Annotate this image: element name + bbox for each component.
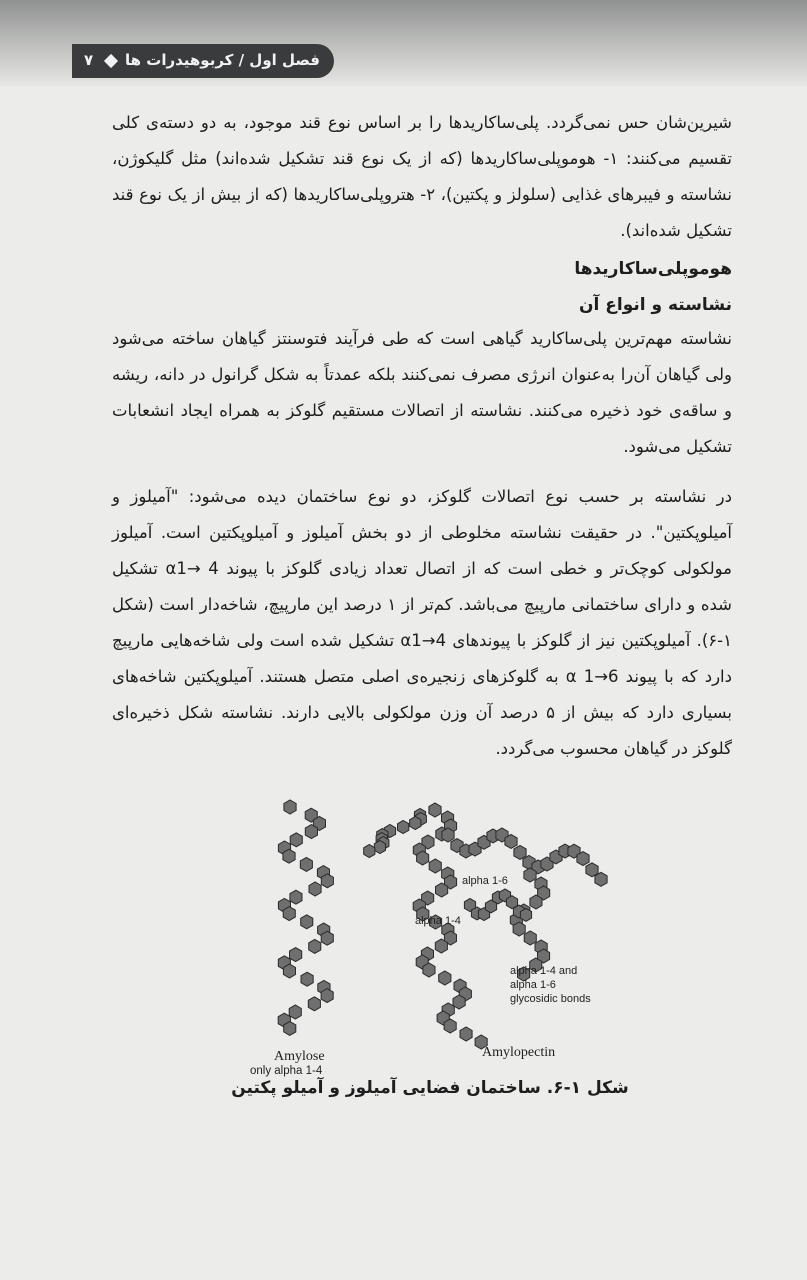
glucose-unit: [284, 1021, 296, 1035]
glucose-unit: [423, 963, 435, 977]
glucose-unit: [524, 868, 536, 882]
label-alpha-1-4: alpha 1-4: [415, 915, 461, 927]
glucose-unit: [577, 852, 589, 866]
amylopectin-label: Amylopectin: [482, 1045, 556, 1060]
amylose-sublabel: only alpha 1-4: [250, 1065, 323, 1077]
glucose-unit: [364, 845, 375, 858]
page-number: ۷: [84, 51, 94, 69]
glucose-unit: [301, 972, 313, 986]
glucose-unit: [290, 948, 302, 962]
glucose-unit: [305, 825, 317, 839]
chapter-title: فصل اول / کربوهیدرات ها: [125, 51, 320, 69]
glucose-unit: [595, 872, 607, 886]
starch-structure-figure: [230, 795, 650, 1085]
glucose-unit: [321, 931, 333, 945]
glucose-unit: [283, 907, 295, 921]
glucose-unit: [308, 997, 320, 1011]
amylose-label: Amylose: [274, 1049, 325, 1064]
label-alpha-1-6: alpha 1-6: [462, 875, 508, 887]
glucose-unit: [429, 859, 441, 873]
diamond-icon: [104, 54, 118, 68]
glucose-unit: [520, 908, 531, 921]
glucose-unit: [398, 821, 409, 834]
paragraph-amylose-amylopectin: در نشاسته بر حسب نوع اتصالات گلوکز، دو نوع ساختمان دیده می‌شود: "آمیلوز و آمیلوپکتین". در حقیقت نشاسته مخلوطی از دو بخش آمیلوز و آمیلوپکتین است. آمیلوز مولکولی کوچک‌تر و خطی است که از اتصال تعداد زیادی گلوکز با پیوند α1→ 4 تشکیل شده و دارای ساختمانی مارپیچ می‌باشد. کم‌تر از ۱ درصد این مارپیچ، شاخه‌دار است (شکل ۱-۶). آمیلوپکتین نیز از گلوکز با پیوندهای α1→4 تشکیل شده است ولی شاخه‌هایی مارپیچ دارد که با پیوند α 1→6 به گلوکزهای زنجیره‌ی اصلی متصل هستند. آمیلوپکتین شاخه‌های بسیاری دارد که بیش از ۵ درصد آن وزن مولکولی بالایی دارند. نشاسته شکل ذخیره‌ای گلوکز در گیاهان محسوب می‌گردد.: [112, 487, 733, 758]
section-heading: هوموپلی‌ساکاریدها: [574, 259, 732, 279]
glucose-chains-illustration: [230, 795, 650, 1085]
glucose-unit: [429, 803, 441, 817]
glucose-unit: [439, 971, 451, 985]
glucose-unit: [442, 828, 454, 842]
glucose-unit: [321, 989, 333, 1003]
paragraph-intro: شیرین‌شان حس نمی‌گردد. پلی‌ساکاریدها را بر اساس نوع قند موجود، به دو دسته‌ی کلی تقسیم می‌کنند: ۱- هوموپلی‌ساکاریدها (که از یک نوع قند تشکیل شده‌اند) مثل گلیکوژن، نشاسته و فیبرهای غذایی (سلولز و پکتین)، ۲- هتروپلی‌ساکاریدها (که از بیش از یک نوع قند تشکیل شده‌اند).: [112, 113, 733, 240]
glucose-unit: [417, 851, 429, 865]
glucose-unit: [290, 890, 302, 904]
glucose-unit: [444, 1019, 456, 1033]
label-bonds-line1: alpha 1-4 and: [510, 965, 578, 977]
paragraph-starch: نشاسته مهم‌ترین پلی‌ساکارید گیاهی است که طی فرآیند فتوسنتز گیاهان ساخته می‌شود ولی گیاهان آن‌را به‌عنوان انرژی مصرف نمی‌کنند بلکه عمدتاً به شکل گرانول در دانه، ریشه و ساقه‌ی خود ذخیره می‌کنند. نشاسته از اتصالات مستقیم گلوکز به همراه ایجاد انشعابات تشکیل می‌شود.: [112, 329, 732, 456]
glucose-unit: [530, 895, 542, 909]
glucose-unit: [321, 874, 333, 888]
glucose-unit: [513, 922, 525, 936]
glucose-unit: [436, 883, 448, 897]
glucose-unit: [289, 1005, 301, 1019]
glucose-unit: [460, 1027, 472, 1041]
glucose-unit: [453, 995, 465, 1009]
label-bonds-line3: glycosidic bonds: [510, 993, 591, 1005]
glucose-unit: [505, 834, 517, 848]
page-body: [112, 105, 732, 767]
glucose-unit: [300, 857, 312, 871]
glucose-unit: [524, 931, 536, 945]
figure-caption: شکل ۱-۶. ساختمان فضایی آمیلوز و آمیلو پکتین: [231, 1078, 629, 1098]
glucose-unit: [283, 849, 295, 863]
chapter-header: [72, 44, 334, 78]
glucose-unit: [514, 845, 526, 859]
label-bonds-line2: alpha 1-6: [510, 979, 556, 991]
subsection-heading: نشاسته و انواع آن: [579, 295, 732, 315]
glucose-unit: [301, 915, 313, 929]
glucose-unit: [435, 939, 447, 953]
glucose-unit: [309, 882, 321, 896]
glucose-unit: [410, 817, 421, 830]
glucose-unit: [290, 833, 302, 847]
glucose-unit: [283, 964, 295, 978]
glucose-unit: [284, 800, 296, 814]
glucose-unit: [309, 939, 321, 953]
glucose-unit: [374, 841, 385, 854]
